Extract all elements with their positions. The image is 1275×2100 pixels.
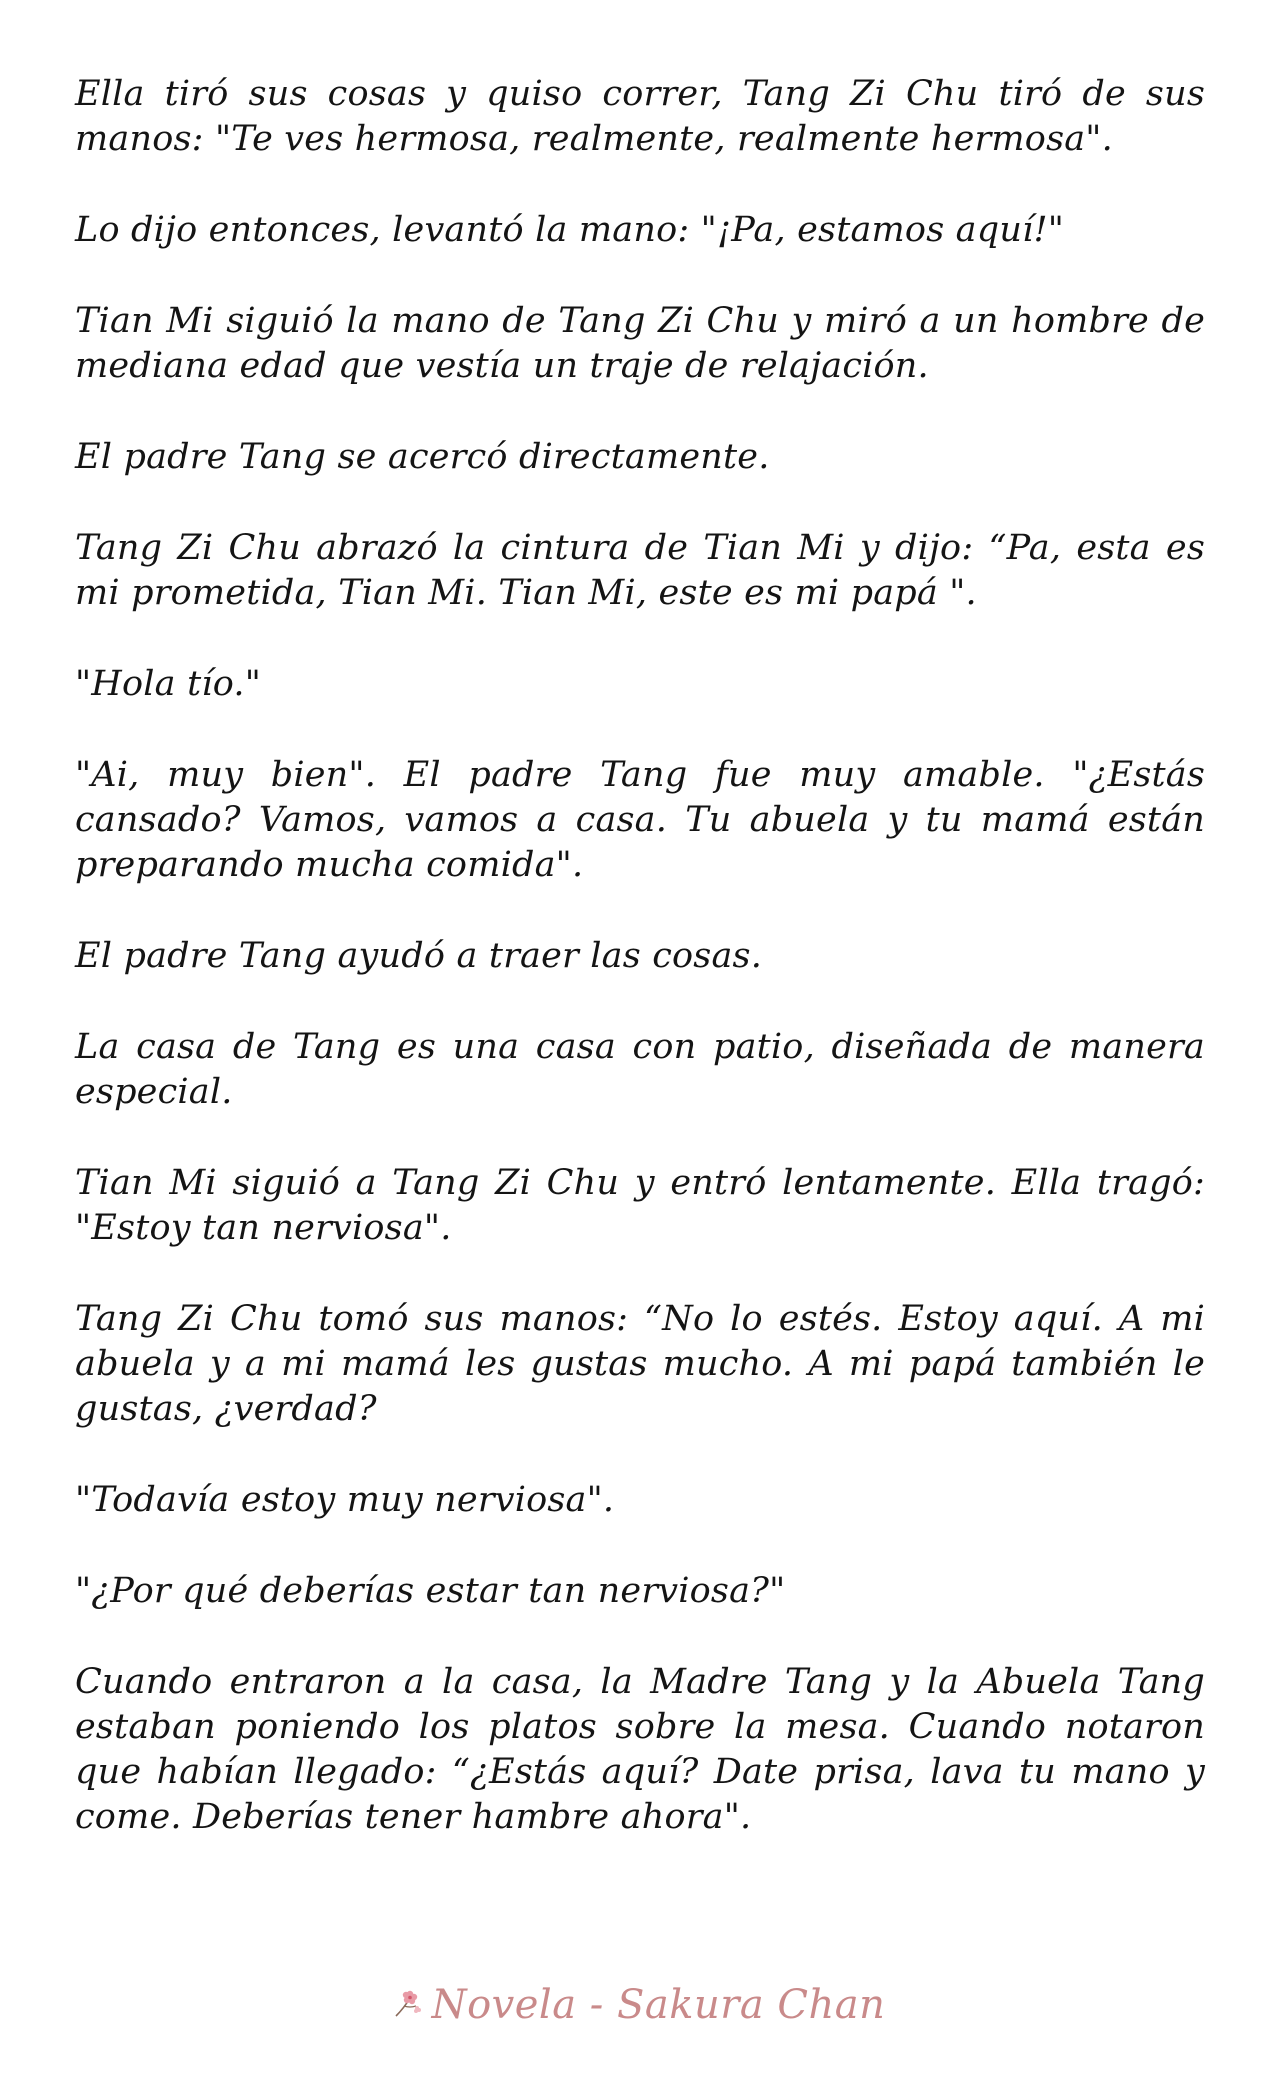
- paragraph-11: Tang Zi Chu tomó sus manos: “No lo estés. Estoy aquí. A mi abuela y a mi mamá les gustas mucho. A mi papá también le gustas, ¿verdad?: [75, 1299, 1205, 1429]
- paragraph-7: "Ai, muy bien". El padre Tang fue muy amable. "¿Estás cansado? Vamos, vamos a casa. Tu abuela y tu mamá están preparando mucha comida".: [75, 755, 1205, 885]
- paragraph-1: Ella tiró sus cosas y quiso correr, Tang Zi Chu tiró de sus manos: "Te ves hermosa, realmente, realmente hermosa".: [75, 74, 1205, 159]
- paragraph-4: El padre Tang se acercó directamente.: [75, 437, 770, 477]
- paragraph-10: Tian Mi siguió a Tang Zi Chu y entró lentamente. Ella tragó: "Estoy tan nerviosa".: [75, 1163, 1205, 1248]
- paragraph-5: Tang Zi Chu abrazó la cintura de Tian Mi y dijo: “Pa, esta es mi prometida, Tian Mi. Tian Mi, este es mi papá ".: [75, 528, 1205, 613]
- paragraph-8: El padre Tang ayudó a traer las cosas.: [75, 936, 763, 976]
- paragraph-14: Cuando entraron a la casa, la Madre Tang y la Abuela Tang estaban poniendo los platos sobre la mesa. Cuando notaron que habían llegado: “¿Estás aquí? Date prisa, lava tu mano y come. Deberías tener hambre ahora".: [75, 1662, 1205, 1837]
- paragraph-9: La casa de Tang es una casa con patio, diseñada de manera especial.: [75, 1027, 1205, 1112]
- sakura-flower-icon: [390, 1986, 424, 2025]
- text-body: [75, 72, 1205, 1886]
- footer-watermark: [0, 1982, 1275, 2042]
- paragraph-12: "Todavía estoy muy nerviosa".: [75, 1480, 615, 1520]
- paragraph-13: "¿Por qué deberías estar tan nerviosa?": [75, 1571, 786, 1611]
- footer-text: Novela - Sakura Chan: [431, 1982, 886, 2028]
- paragraph-3: Tian Mi siguió la mano de Tang Zi Chu y miró a un hombre de mediana edad que vestía un traje de relajación.: [75, 301, 1205, 386]
- paragraph-6: "Hola tío.": [75, 664, 262, 704]
- paragraph-2: Lo dijo entonces, levantó la mano: "¡Pa, estamos aquí!": [75, 210, 1065, 250]
